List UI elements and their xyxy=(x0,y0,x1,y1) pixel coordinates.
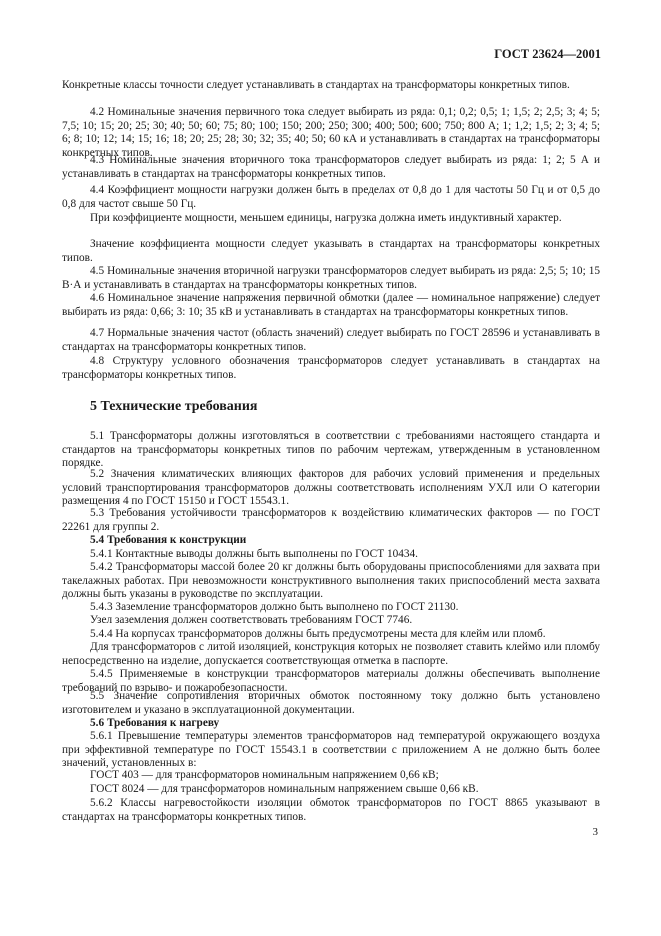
paragraph-5-1: 5.1 Трансформаторы должны изготовляться в соответствии с требованиями настоящего стандарта и стандартов на трансформаторы конкретных типов по рабочим чертежам, утвержденным в установленном порядке. xyxy=(62,430,600,470)
section-title-technical-requirements: 5 Технические требования xyxy=(90,399,258,414)
paragraph-5-4-1: 5.4.1 Контактные выводы должны быть выполнены по ГОСТ 10434. xyxy=(90,548,419,560)
paragraph-5-4-4: 5.4.4 На корпусах трансформаторов должны быть предусмотрены места для клейм или пломб. xyxy=(90,628,546,640)
subsection-5-6-title: 5.6 Требования к нагреву xyxy=(90,717,220,729)
paragraph-4-5: 4.5 Номинальные значения вторичной нагрузки трансформаторов следует выбирать из ряда: 2,5; 5; 10; 15 В·А и устанавливать в стандартах на трансформаторы конкретных типов. xyxy=(62,265,600,291)
paragraph-5-6-2: 5.6.2 Классы нагревостойкости изоляции обмоток трансформаторов по ГОСТ 8865 указывают в стандартах на трансформаторы конкретных типов. xyxy=(62,797,600,823)
document-header-code: ГОСТ 23624—2001 xyxy=(494,47,601,61)
paragraph-cast-insulation: Для трансформаторов с литой изоляцией, конструкция которых не позволяет ставить клеймо или пломбу непосредственно на изделие, допускается соответствующая отметка в паспорте. xyxy=(62,641,600,667)
paragraph-5-3: 5.3 Требования устойчивости трансформаторов к воздействию климатических факторов — по ГОСТ 22261 для группы 2. xyxy=(62,507,600,533)
paragraph-accuracy-classes: Конкретные классы точности следует устанавливать в стандартах на трансформаторы конкретных типов. xyxy=(62,79,570,91)
paragraph-4-7: 4.7 Нормальные значения частот (область значений) следует выбирать по ГОСТ 28596 и устанавливать в стандартах на трансформаторы конкретных типов. xyxy=(62,327,600,353)
paragraph-5-6-1: 5.6.1 Превышение температуры элементов трансформаторов над температурой окружающего воздуха при эффективной температуре по ГОСТ 15543.1 в соответствии с приложением А не должно быть более значений, установленных в: xyxy=(62,730,600,770)
paragraph-4-4: 4.4 Коэффициент мощности нагрузки должен быть в пределах от 0,8 до 1 для частоты 50 Гц и от 0,5 до 0,8 для частот свыше 50 Гц. xyxy=(62,184,600,210)
paragraph-5-4-2: 5.4.2 Трансформаторы массой более 20 кг должны быть оборудованы приспособлениями для захвата при такелажных работах. При невозможности конструктивного выполнения таких приспособлений места захвата должны быть указаны в руководстве по эксплуатации. xyxy=(62,561,600,601)
paragraph-power-factor-spec: Значение коэффициента мощности следует указывать в стандартах на трансформаторы конкретных типов. xyxy=(62,238,600,264)
paragraph-4-6: 4.6 Номинальное значение напряжения первичной обмотки (далее — номинальное напряжение) следует выбирать из ряда: 0,66; 3: 10; 35 кВ и устанавливать в стандартах на трансформаторы конкретных типов. xyxy=(62,292,600,318)
paragraph-4-3: 4.3 Номинальные значения вторичного тока трансформаторов следует выбирать из ряда: 1; 2; 5 А и устанавливать в стандартах на трансформаторы конкретных типов. xyxy=(62,154,600,180)
paragraph-4-2: 4.2 Номинальные значения первичного тока следует выбирать из ряда: 0,1; 0,2; 0,5; 1; 1,5; 2; 2,5; 3; 4; 5; 7,5; 10; 15; 20; 25; 30; 40; 50; 60; 75; 80; 100; 150; 200; 250; 300; 400; 500; 600; 750; 800 А; 1; 1,2; 1,5; 2; 3; 4; 5; 6; 8; 10; 12; 14; 15; 16; 18; 20; 25; 28; 30; 32; 35; 40; 50; 60 кА и устанавливать в стандартах на трансформаторы конкретных типов. xyxy=(62,106,600,159)
paragraph-grounding-node: Узел заземления должен соответствовать требованиям ГОСТ 7746. xyxy=(90,614,413,626)
paragraph-5-4-5: 5.4.5 Применяемые в конструкции трансформаторов материалы должны обеспечивать выполнение требований по взрыво- и пожаробезопасности. xyxy=(62,668,600,694)
paragraph-5-4-3: 5.4.3 Заземление трансформаторов должно быть выполнено по ГОСТ 21130. xyxy=(90,601,459,613)
paragraph-power-factor: При коэффициенте мощности, меньшем единицы, нагрузка должна иметь индуктивный характер. xyxy=(90,212,562,224)
paragraph-5-2: 5.2 Значения климатических влияющих факторов для рабочих условий применения и предельных условий транспортирования трансформаторов должны соответствовать исполнениям УХЛ или О категории размещения 4 по ГОСТ 15150 и ГОСТ 15543.1. xyxy=(62,468,600,508)
paragraph-5-5: 5.5 Значение сопротивления вторичных обмоток постоянному току должно быть установлено изготовителем и указано в эксплуатационной документации. xyxy=(62,690,600,716)
paragraph-4-8: 4.8 Структуру условного обозначения трансформаторов следует устанавливать в стандартах на трансформаторы конкретных типов. xyxy=(62,355,600,381)
paragraph-gost-8024: ГОСТ 8024 — для трансформаторов номинальным напряжением свыше 0,66 кВ. xyxy=(90,783,479,795)
page-number: 3 xyxy=(592,826,598,838)
subsection-5-4-title: 5.4 Требования к конструкции xyxy=(90,534,247,546)
paragraph-gost-403: ГОСТ 403 — для трансформаторов номинальным напряжением 0,66 кВ; xyxy=(90,769,439,781)
